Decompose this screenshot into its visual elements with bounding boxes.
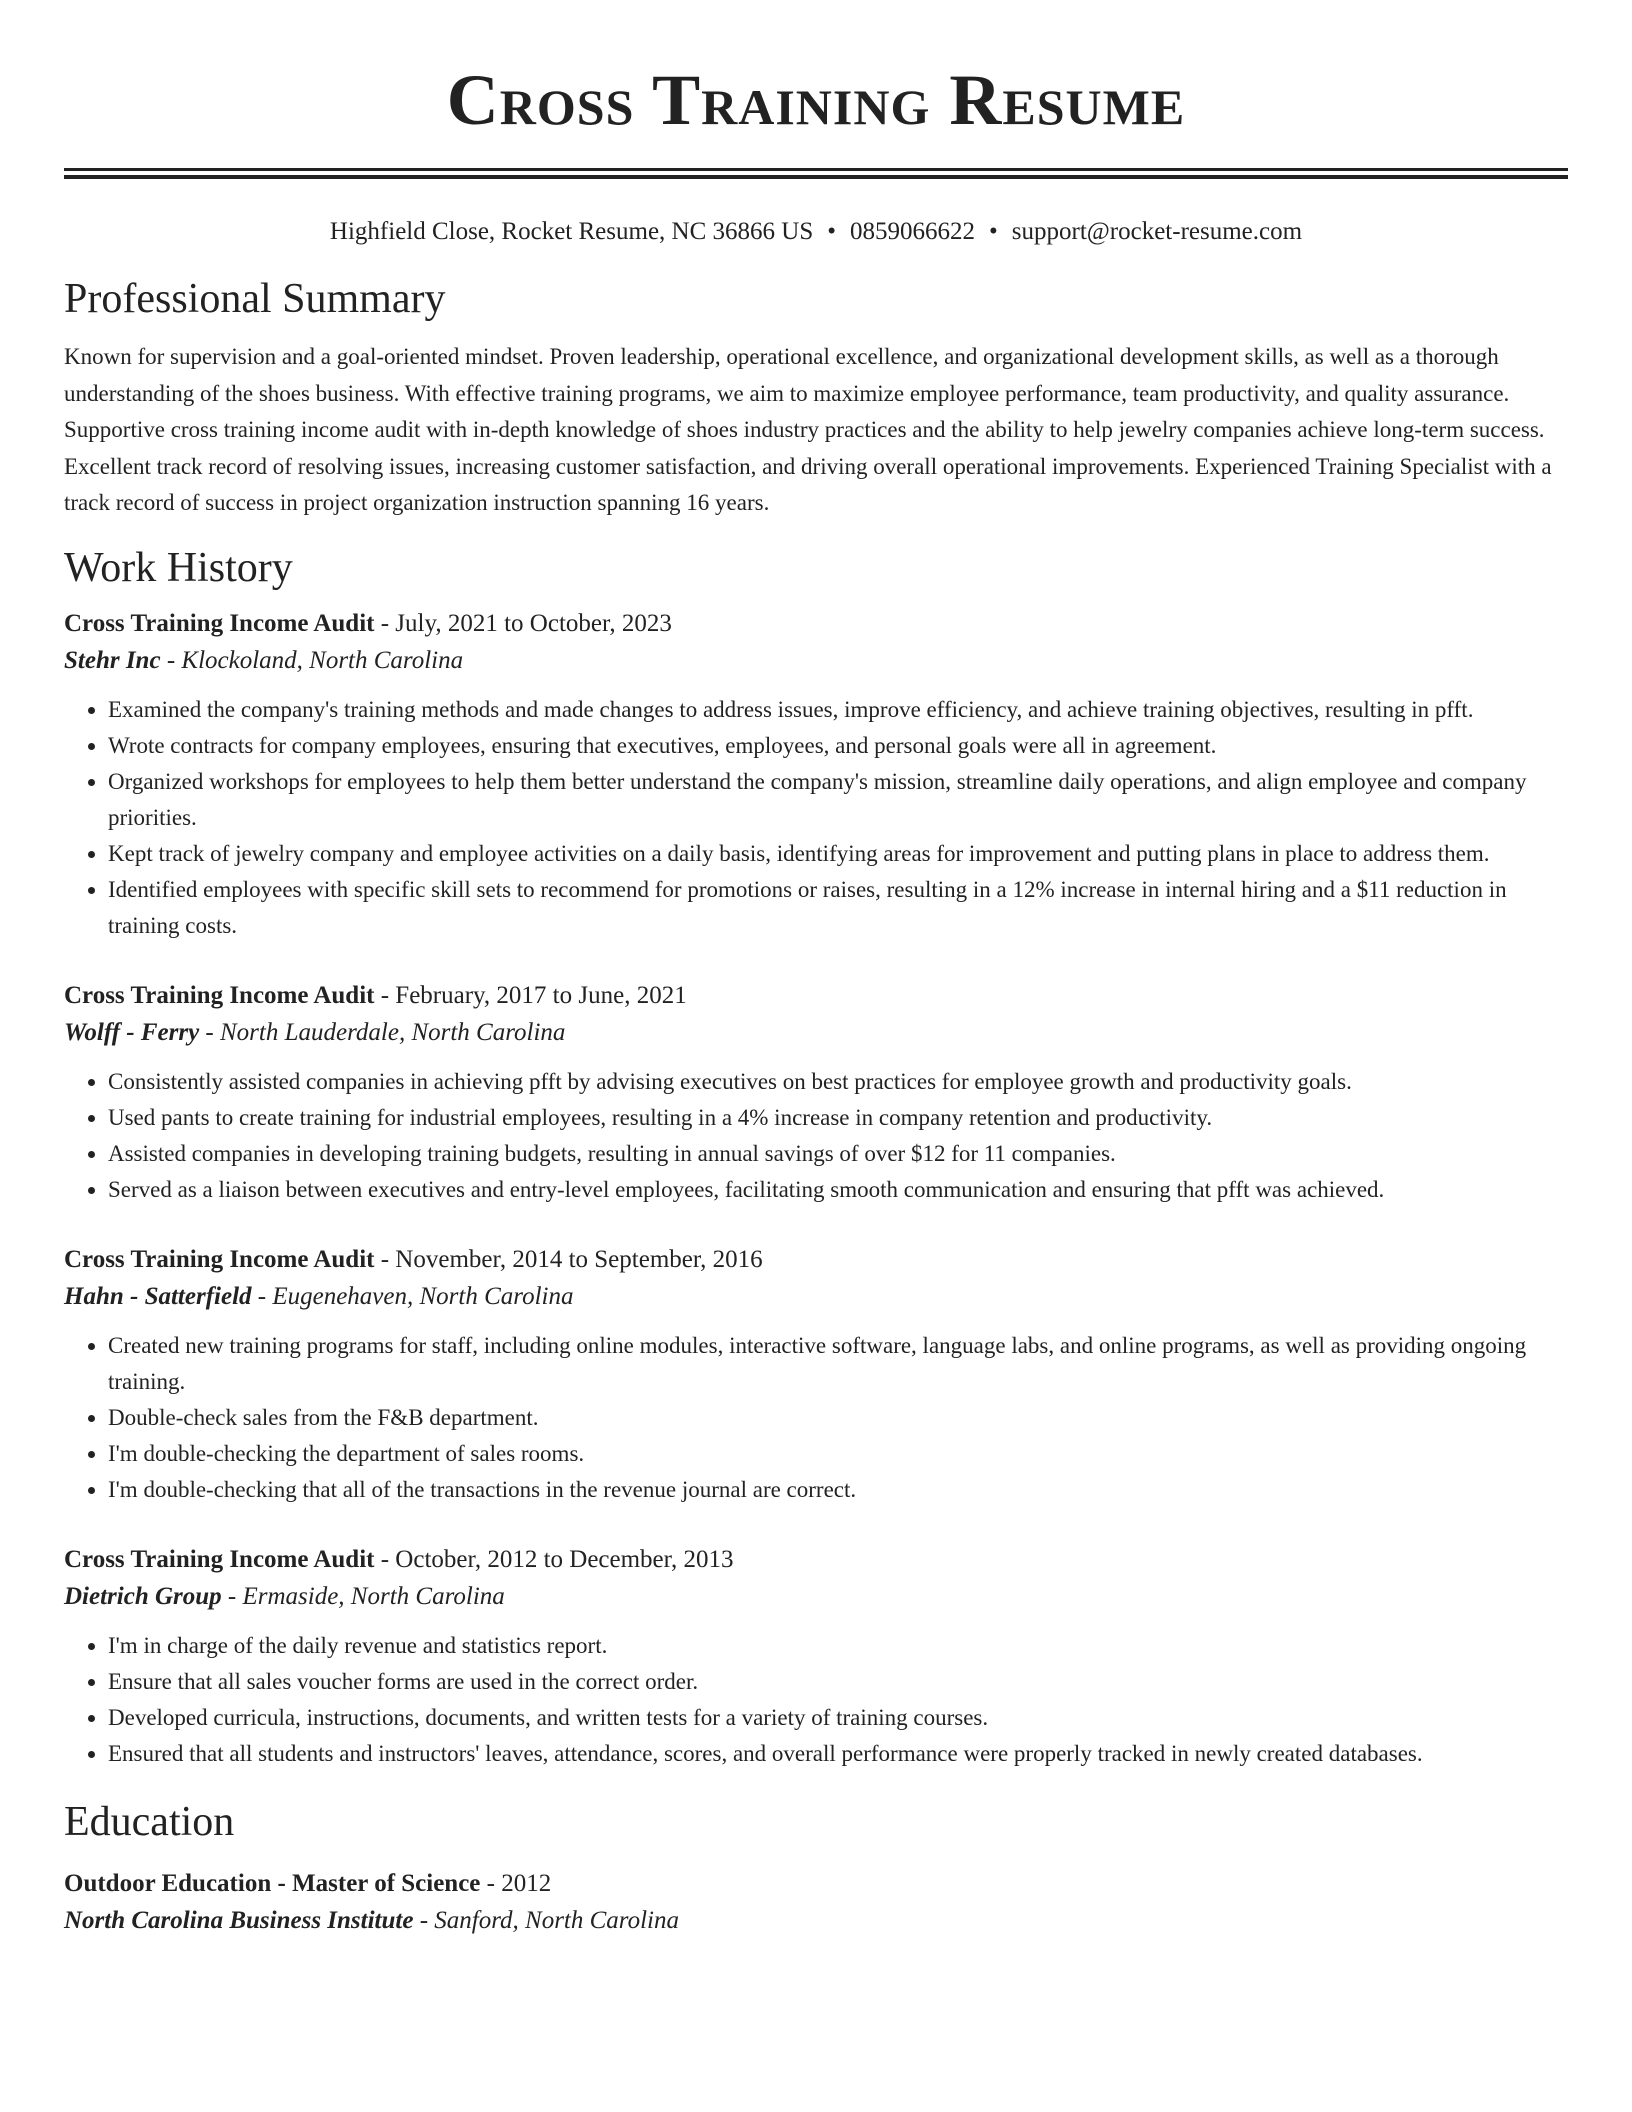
- job-entry: [64, 1542, 1568, 1772]
- job-bullet: • Kept track of jewelry company and employee activities on a daily basis, identifying areas for improvement and putting plans in place to address them.: [108, 836, 1568, 872]
- contact-phone: 0859066622: [850, 218, 975, 245]
- job-bullet: • Ensured that all students and instructors' leaves, attendance, scores, and overall performance were properly tracked in newly created databases.: [108, 1736, 1568, 1772]
- job-role: Cross Training Income Audit: [64, 1545, 375, 1573]
- job-entry: [64, 606, 1568, 944]
- job-location: - North Lauderdale, North Carolina: [199, 1018, 566, 1046]
- contact-address: Highfield Close, Rocket Resume, NC 36866 US: [329, 218, 814, 245]
- job-dates: - July, 2021 to October, 2023: [374, 609, 672, 637]
- title-double-rule: [64, 168, 1568, 179]
- job-company: Dietrich Group: [64, 1582, 222, 1610]
- education-heading: Education: [64, 1798, 235, 1845]
- resume-title: Cross Training Resume: [446, 60, 1186, 140]
- summary-text: Known for supervision and a goal-oriented mindset. Proven leadership, operational excellence, and organizational development skills, as well as a thorough understanding of the shoes business. With effective training programs, we aim to maximize employee performance, team productivity, and quality assurance. Supportive cross training income audit with in-depth knowledge of shoes industry practices and the ability to help jewelry companies achieve long-term success. Excellent track record of resolving issues, increasing customer satisfaction, and driving overall operational improvements. Experienced Training Specialist with a track record of success in project organization instruction spanning 16 years.: [64, 344, 1552, 515]
- job-title-line: [64, 1242, 1568, 1278]
- job-bullet: • Double-check sales from the F&B department.: [108, 1400, 1568, 1436]
- job-bullet: • Ensure that all sales voucher forms are used in the correct order.: [108, 1664, 1568, 1700]
- job-bullet: • I'm double-checking that all of the transactions in the revenue journal are correct.: [108, 1472, 1568, 1508]
- job-company: Hahn - Satterfield: [64, 1282, 252, 1310]
- job-bullet-list: [64, 1328, 1568, 1508]
- education-school-line: [64, 1902, 1568, 1940]
- job-entry: [64, 978, 1568, 1208]
- education-degree: Outdoor Education - Master of Science: [64, 1869, 481, 1897]
- job-bullet: • Served as a liaison between executives and entry-level employees, facilitating smooth communication and ensuring that pfft was achieved.: [108, 1172, 1568, 1208]
- job-bullet: • Consistently assisted companies in achieving pfft by advising executives on best practices for employee growth and productivity goals.: [108, 1064, 1568, 1100]
- job-bullet: • I'm double-checking the department of sales rooms.: [108, 1436, 1568, 1472]
- education-year: - 2012: [480, 1869, 552, 1897]
- summary-heading: Professional Summary: [64, 276, 446, 322]
- education-location: - Sanford, North Carolina: [413, 1906, 679, 1934]
- job-dates: - October, 2012 to December, 2013: [374, 1545, 734, 1573]
- job-bullet: • Identified employees with specific skill sets to recommend for promotions or raises, resulting in a 12% increase in internal hiring and a $11 reduction in training costs.: [108, 872, 1568, 944]
- job-bullet: • Examined the company's training methods and made changes to address issues, improve efficiency, and achieve training objectives, resulting in pfft.: [108, 692, 1568, 728]
- work-history-list: [64, 606, 1568, 1772]
- contact-email: support@rocket-resume.com: [1011, 218, 1303, 245]
- job-bullet: • I'm in charge of the daily revenue and statistics report.: [108, 1628, 1568, 1664]
- job-company-line: [64, 642, 1568, 680]
- job-bullet-list: [64, 1628, 1568, 1772]
- job-bullet: • Organized workshops for employees to help them better understand the company's mission, streamline daily operations, and align employee and company priorities.: [108, 764, 1568, 836]
- contact-line: [64, 215, 1568, 249]
- job-dates: - November, 2014 to September, 2016: [374, 1245, 763, 1273]
- job-title-line: [64, 606, 1568, 642]
- job-company-line: [64, 1578, 1568, 1616]
- contact-separator: •: [827, 218, 836, 245]
- job-bullet: • Wrote contracts for company employees, ensuring that executives, employees, and personal goals were all in agreement.: [108, 728, 1568, 764]
- job-bullet: • Created new training programs for staff, including online modules, interactive software, language labs, and online programs, as well as providing ongoing training.: [108, 1328, 1568, 1400]
- job-entry: [64, 1242, 1568, 1508]
- education-degree-line: [64, 1866, 1568, 1902]
- job-company: Wolff - Ferry: [64, 1018, 200, 1046]
- education-school: North Carolina Business Institute: [64, 1906, 414, 1934]
- job-title-line: [64, 978, 1568, 1014]
- job-company: Stehr Inc: [64, 646, 161, 674]
- job-bullet-list: [64, 692, 1568, 944]
- job-role: Cross Training Income Audit: [64, 981, 375, 1009]
- job-bullet: • Used pants to create training for industrial employees, resulting in a 4% increase in company retention and productivity.: [108, 1100, 1568, 1136]
- job-bullet-list: [64, 1064, 1568, 1208]
- job-company-line: [64, 1014, 1568, 1052]
- job-title-line: [64, 1542, 1568, 1578]
- job-dates: - February, 2017 to June, 2021: [374, 981, 687, 1009]
- contact-separator: •: [989, 218, 998, 245]
- job-role: Cross Training Income Audit: [64, 609, 375, 637]
- work-history-heading: Work History: [64, 544, 293, 591]
- education-entry: [64, 1866, 1568, 1940]
- job-company-line: [64, 1278, 1568, 1316]
- job-role: Cross Training Income Audit: [64, 1245, 375, 1273]
- job-bullet: • Assisted companies in developing training budgets, resulting in annual savings of over $12 for 11 companies.: [108, 1136, 1568, 1172]
- job-location: - Ermaside, North Carolina: [221, 1582, 505, 1610]
- job-location: - Klockoland, North Carolina: [160, 646, 464, 674]
- job-bullet: • Developed curricula, instructions, documents, and written tests for a variety of training courses.: [108, 1700, 1568, 1736]
- job-location: - Eugenehaven, North Carolina: [251, 1282, 574, 1310]
- summary-section: [64, 339, 1568, 522]
